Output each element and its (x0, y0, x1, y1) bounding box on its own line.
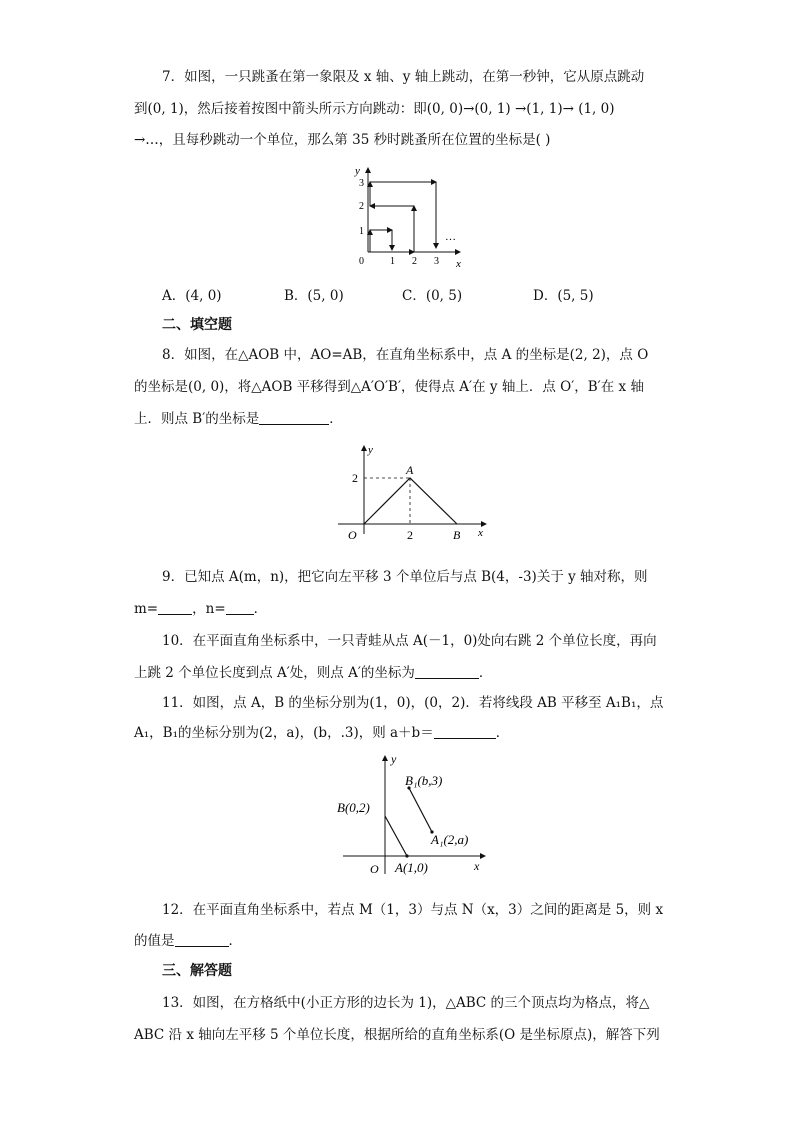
q9-n-blank[interactable] (226, 600, 254, 615)
q11-y-label: y (391, 752, 397, 766)
q7-y-tick-1: 1 (359, 226, 364, 237)
q8-line-2: 的坐标是(0, 0)，将△AOB 平移得到△A′O′B′，使得点 A′在 y 轴上．点 O′，B′在 x 轴 (134, 379, 644, 395)
q7-x-tick-3: 3 (434, 256, 439, 267)
q7-choice-a[interactable]: A．(4, 0) (162, 288, 222, 304)
q8-y-tick-2: 2 (352, 471, 358, 485)
q10-line-1: 10．在平面直角坐标系中，一只青蛙从点 A(－1，0)处向右跳 2 个单位长度，再向 (162, 633, 657, 649)
q11-line-2: A₁，B₁的坐标分别为(2，a)，(b，.3)，则 a＋b＝ ． (134, 725, 510, 741)
section-solutions-heading: 三、解答题 (162, 963, 232, 979)
q8-point-o: O (348, 528, 357, 542)
q13-line-2: ABC 沿 x 轴向左平移 5 个单位长度，根据所给的直角坐标系(O 是坐标原点)，解答下列 (134, 1027, 660, 1043)
q7-line-3: →…，且每秒跳动一个单位，那么第 35 秒时跳蚤所在位置的坐标是( ) (134, 132, 551, 148)
q12-line-1: 12．在平面直角坐标系中，若点 M（1，3）与点 N（x，3）之间的距离是 5，则 x (162, 902, 664, 918)
q7-choice-d[interactable]: D．(5, 5) (533, 288, 594, 304)
q8-x-tick-2: 2 (407, 528, 413, 542)
q9-line-1: 9．已知点 A(m，n)，把它向左平移 3 个单位后与点 B(4，-3)关于 y 轴对称，则 (162, 569, 648, 585)
q9-m-blank[interactable] (158, 600, 192, 615)
q7-choice-b[interactable]: B．(5, 0) (284, 288, 344, 304)
q8-y-label: y (368, 444, 373, 456)
q7-origin-label: 0 (359, 256, 364, 267)
q7-y-tick-3: 3 (359, 178, 364, 189)
q11-x-label: x (474, 859, 480, 873)
q12-answer-blank[interactable] (175, 932, 229, 947)
q11-line-1: 11．如图，点 A，B 的坐标分别为(1，0)，(0，2)．若将线段 AB 平移至 A₁B₁，点 (162, 695, 664, 711)
q10-answer-blank[interactable] (415, 664, 479, 679)
q7-y-tick-2: 2 (359, 201, 364, 212)
q11-point-a: A(1,0) (395, 860, 428, 875)
q7-y-label: y (355, 165, 360, 177)
q8-line-1: 8．如图，在△AOB 中，AO=AB，在直角坐标系中，点 A 的坐标是(2, 2)，点 O (162, 347, 649, 363)
q8-point-a: A (406, 463, 414, 477)
q11-point-b: B(0,2) (337, 800, 370, 815)
q9-line-2: m= ，n= ． (134, 601, 268, 617)
q8-figure (338, 442, 493, 542)
q7-x-tick-2: 2 (412, 256, 417, 267)
q13-line-1: 13．如图，在方格纸中(小正方形的边长为 1)，△ABC 的三个顶点均为格点，将△ (162, 995, 650, 1011)
q10-line-2: 上跳 2 个单位长度到点 A′处，则点 A′的坐标为 ． (134, 665, 493, 681)
q7-figure (350, 160, 475, 272)
q7-line-2: 到(0, 1)，然后接着按图中箭头所示方向跳动：即(0, 0)→(0, 1) →(1, 1)→ (1, 0) (134, 101, 615, 117)
q8-point-b: B (453, 528, 461, 542)
q7-choice-c[interactable]: C．(0, 5) (402, 288, 463, 304)
q11-point-o: O (370, 862, 379, 876)
section-fill-in-heading: 二、填空题 (162, 317, 232, 333)
q7-line-1: 7．如图，一只跳蚤在第一象限及 x 轴、y 轴上跳动，在第一秒钟，它从原点跳动 (162, 69, 645, 85)
q8-line-3: 上．则点 B′的坐标是 ． (134, 411, 343, 427)
q11-point-a1: A₁(2,a) (431, 832, 469, 847)
q7-x-label: x (456, 258, 461, 270)
q8-x-label: x (478, 527, 483, 539)
q11-answer-blank[interactable] (434, 724, 496, 739)
q11-figure (335, 752, 495, 880)
q7-jump-path (370, 182, 436, 252)
q11-point-b1: B₁(b,3) (405, 773, 443, 788)
q7-x-tick-1: 1 (390, 256, 395, 267)
q12-line-2: 的值是 ． (134, 933, 242, 949)
q7-continuation-dots: … (445, 231, 456, 243)
q8-answer-blank[interactable] (259, 410, 329, 425)
